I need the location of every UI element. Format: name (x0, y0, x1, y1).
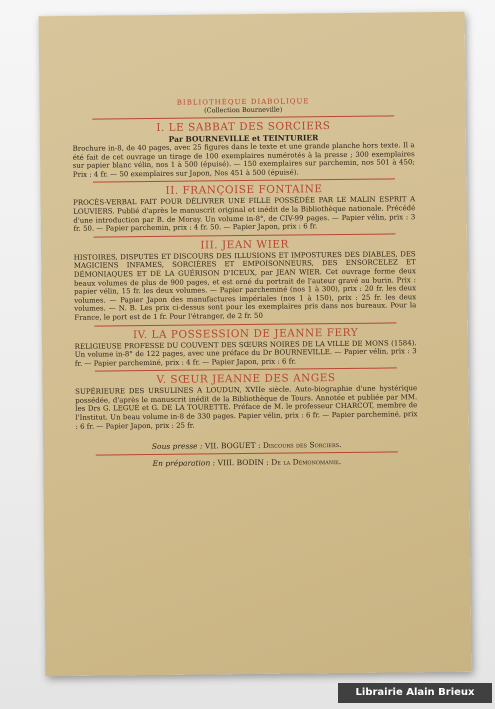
section-1-author: Par BOURNEVILLE et TEINTURIER (168, 133, 319, 144)
section-3-title: III. JEAN WIER (200, 238, 289, 252)
note-in-press-text: VII. BOGUET : Discours des Sorciers. (204, 440, 342, 451)
note-in-preparation-text: VIII. BODIN : De la Démonomanie. (217, 457, 342, 468)
section-5-body: SUPÉRIEURE DES URSULINES A LOUDUN, XVIIe siècle. Auto-biographie d'une hystérique possédée, d'après le manuscrit inédit de la Bibliothèque de Tours. Annotée et publiée par MM. les Drs G. LEGUÉ et G. DE LA TOURETTE. Préface de M. le professeur CHARCOT, membre de l'Institut. Un beau volume in-8 de 330 pages. Papier vélin, prix : 6 fr. — Papier parcheminé, prix : 6 fr. — Papier Japon, prix : 25 fr. (75, 384, 418, 431)
section-5-title: V. SŒUR JEANNE DES ANGES (156, 372, 336, 387)
section-2-title: II. FRANÇOISE FONTAINE (165, 183, 323, 198)
watermark-label: Librairie Alain Brieux (338, 683, 492, 703)
series-title: BIBLIOTHÈQUE DIABOLIQUE (176, 97, 310, 107)
catalog-page (72, 96, 418, 469)
section-3-body: HISTOIRES, DISPUTES ET DISCOURS DES ILLUSIONS ET IMPOSTURES DES DIABLES, DES MAGICIENS INFAMES, SORCIÈRES ET EMPOISONNEURS, DES ENSORCELEZ ET DÉMONIAQUES ET DE LA GUÉRISON D'ICEUX, par JEAN WIER. Cet ouvrage forme deux beaux volumes de plus de 900 pages, et est orné du portrait de l'auteur gravé au burin. Prix : papier vélin, 15 fr. les deux volumes. — Papier parcheminé (nos 1 à 300), prix : 20 fr. les deux volumes. — Papier Japon des manufactures impériales (nos 1 à 150), prix : 25 fr. les deux volumes. — N. B. Les prix ci-dessus sont pour les exemplaires pris dans nos bureaux. Pour la France, le port est de 1 fr. Pour l'étranger, de 2 fr. 50 (73, 249, 417, 322)
note-in-preparation-label: En préparation : (152, 458, 216, 469)
section-1-title: I. LE SABBAT DES SORCIERS (156, 120, 331, 134)
section-4-title: IV. LA POSSESSION DE JEANNE FERY (132, 326, 359, 341)
section-4-body: RELIGIEUSE PROFESSE DU COUVENT DES SŒURS NOIRES DE LA VILLE DE MONS (1584). Un volume in-8° de 122 pages, avec une préface du Dr BOURNEVILLE. — Papier vélin, prix : 3 fr. — Papier parcheminé, prix : 4 fr. — Papier Japon, prix : 6 fr. (74, 338, 417, 368)
note-in-press (76, 439, 418, 452)
divider (96, 452, 398, 456)
section-1-body: Brochure in-8, de 40 pages, avec 25 figures dans le texte et une grande planche hors texte. Il a été fait de cet ouvrage un tirage de 100 exemplaires numérotés à la presse ; 300 exemplaires sur papier blanc vélin, nos 1 à 500 (épuisé). — 150 exemplaires sur parchemin, nos 501 à 450; Prix : 4 fr. — 50 exemplaires sur Japon, Nos 451 à 500 (épuisé). (72, 141, 415, 179)
series-subtitle: (Collection Bourneville) (204, 105, 283, 115)
note-in-press-label: Sous presse : (151, 441, 203, 452)
section-2-body: PROCÈS-VERBAL FAIT POUR DÉLIVRER UNE FILLE POSSÉDÉE PAR LE MALIN ESPRIT A LOUVIERS. Publié d'après le manuscrit original et inédit de la Bibliothèque nationale. Précédé d'une introduction par B. de Moray. Un volume in-8°, de CIV-99 pages. — Papier vélin, prix : 3 fr. 50. — Papier parchemin, prix : 4 fr. 50. — Papier Japon, prix : 6 fr. (73, 195, 416, 233)
